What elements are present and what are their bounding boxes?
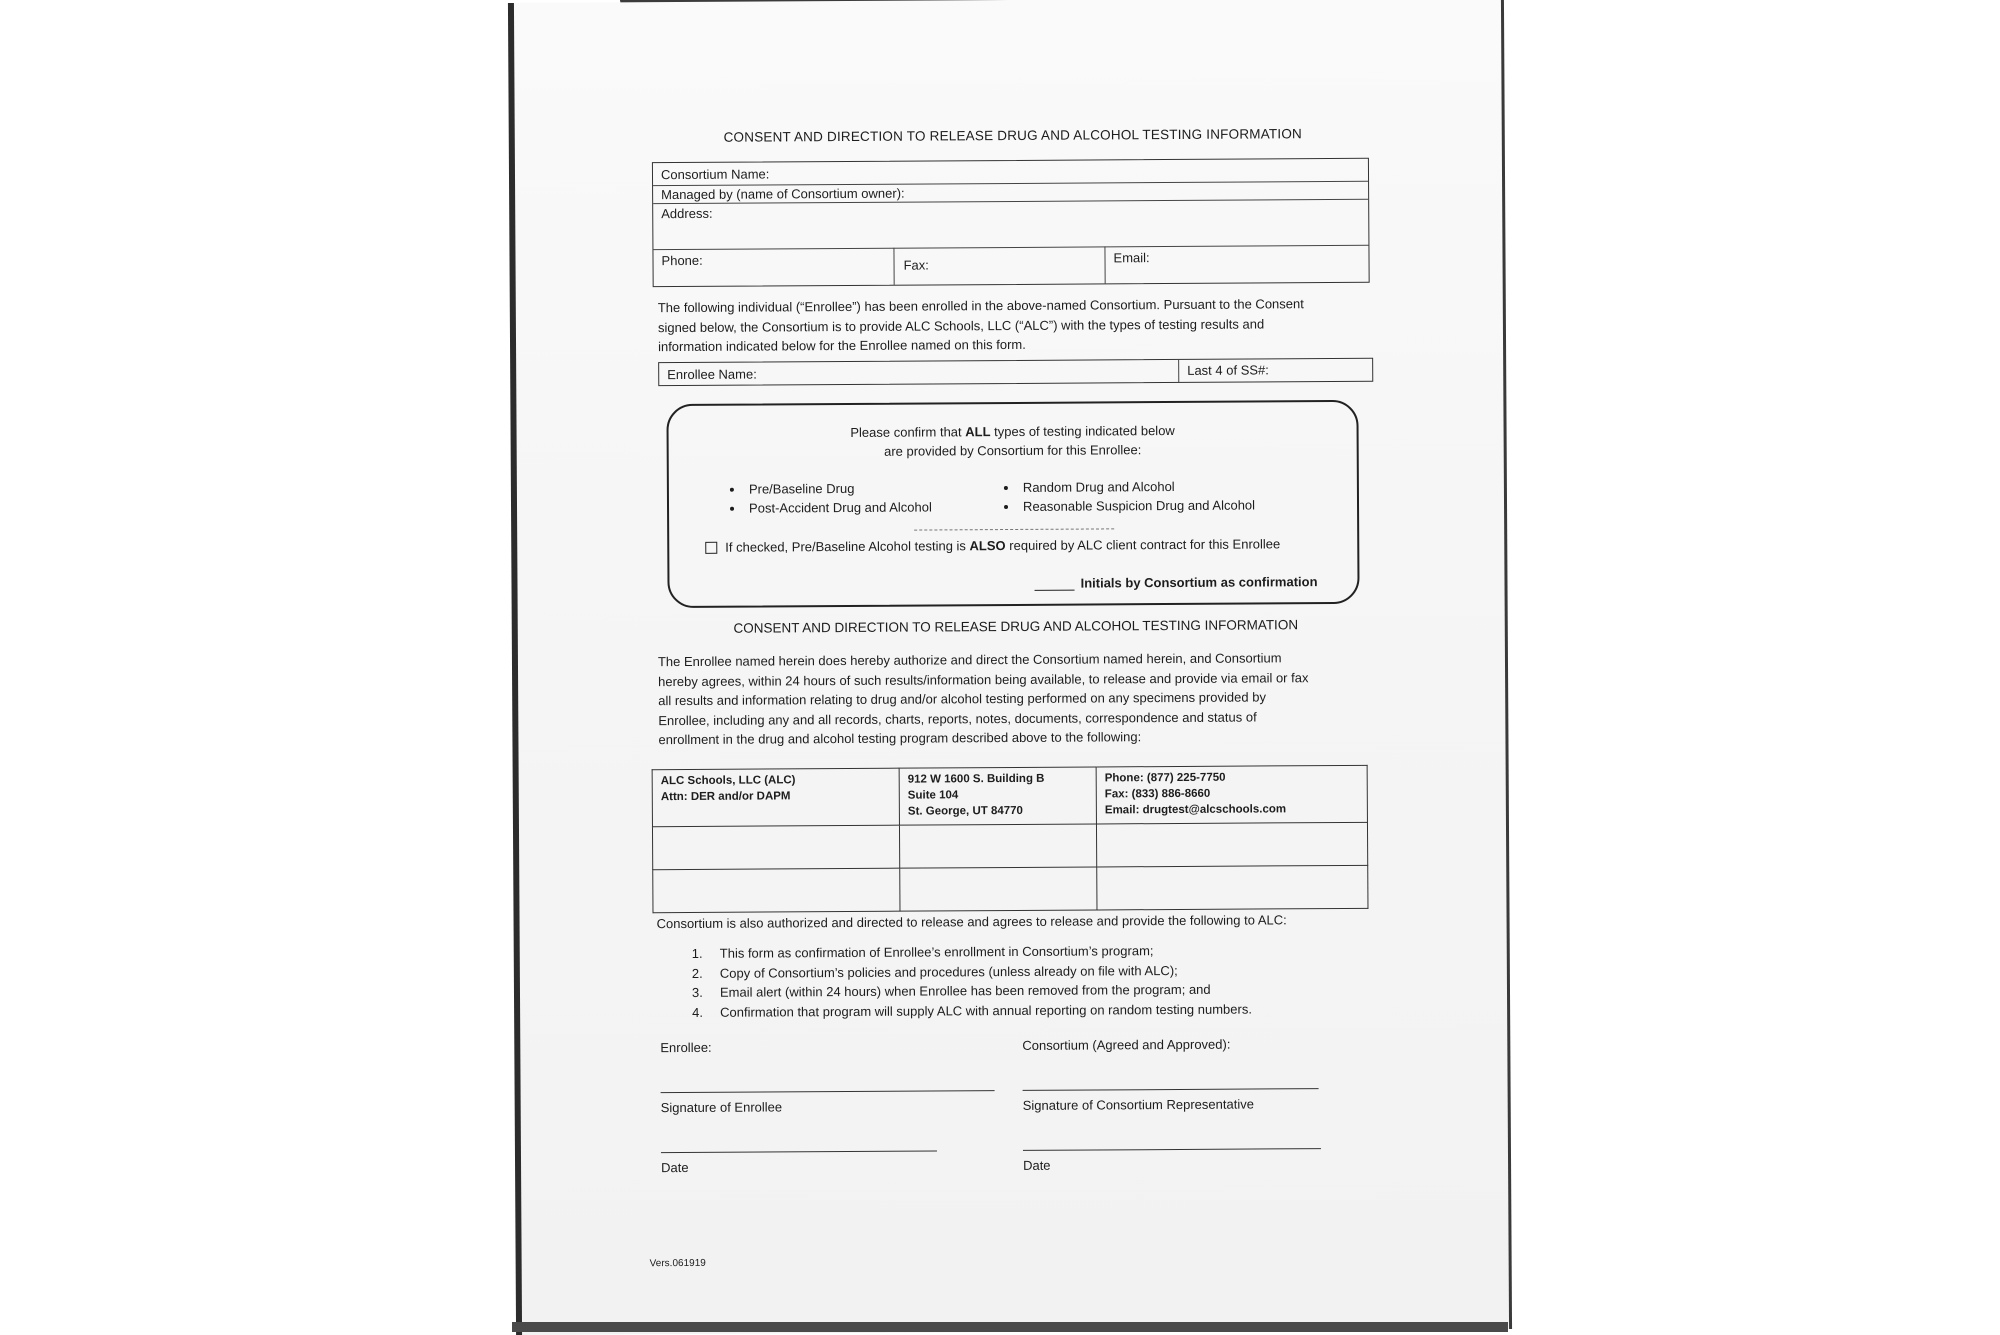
also-authorized-text: Consortium is also authorized and directed to release and agrees to release and provide the following to ALC:	[656, 912, 1287, 932]
page-title: CONSENT AND DIRECTION TO RELEASE DRUG AND ALCOHOL TESTING INFORMATION	[723, 126, 1303, 145]
intro-paragraph	[658, 294, 1378, 357]
list-item: 3. Email alert (within 24 hours) when Enrollee has been removed from the program; and	[691, 981, 1211, 1000]
enrollee-date-line[interactable]	[661, 1150, 937, 1153]
enrollee-signature-label: Signature of Enrollee	[660, 1099, 783, 1116]
testing-confirmation-box	[666, 400, 1359, 608]
address-label: Address:	[661, 205, 713, 222]
table-cell[interactable]	[652, 825, 899, 870]
authorization-paragraph	[658, 648, 1379, 750]
enrollee-signature-line[interactable]	[661, 1090, 995, 1093]
authorization-line: all results and information relating to drug and/or alcohol testing performed on any specimens provided by	[658, 689, 1266, 709]
recipient-contact-cell: Phone: (877) 225-7750 Fax: (833) 886-8660 Email: drugtest@alcschools.com	[1096, 765, 1367, 824]
table-cell[interactable]	[1096, 822, 1367, 867]
form-sheet	[514, 0, 1518, 1335]
bullet-list-right	[1001, 477, 1255, 517]
numbered-list	[692, 941, 1252, 1022]
ssn-label: Last 4 of SS#:	[1187, 362, 1269, 378]
table-row	[652, 765, 1367, 826]
alcohol-testing-checkbox[interactable]	[705, 541, 717, 553]
authorization-line: Enrollee, including any and all records, charts, reports, notes, documents, correspondence and status of	[658, 708, 1257, 728]
table-cell[interactable]	[1097, 865, 1368, 910]
enrollee-label: Enrollee:	[660, 1039, 712, 1056]
release-recipient-table	[652, 765, 1369, 913]
row-divider	[653, 181, 1368, 186]
list-item: • Pre/Baseline Drug	[745, 478, 932, 498]
intro-line: information indicated below for the Enrollee named on this form.	[657, 336, 1026, 355]
dashed-divider	[914, 528, 1114, 530]
enrollee-info-box	[658, 358, 1373, 386]
list-item: • Post-Accident Drug and Alcohol	[745, 497, 932, 517]
email-label: Email:	[1113, 250, 1150, 266]
consortium-info-box	[652, 158, 1370, 287]
authorization-line: The Enrollee named herein does hereby authorize and direct the Consortium named herein, and Consortium	[657, 650, 1282, 670]
col-divider	[1178, 360, 1179, 382]
confirmation-heading: Please confirm that ALL types of testing indicated below are provided by Consortium for this Enrollee:	[850, 422, 1175, 459]
alcohol-testing-option	[705, 536, 1280, 555]
col-divider	[893, 248, 894, 285]
table-row	[653, 865, 1368, 912]
consortium-date-line[interactable]	[1023, 1148, 1321, 1151]
list-item: • Reasonable Suspicion Drug and Alcohol	[1019, 496, 1255, 516]
phone-label: Phone:	[661, 252, 703, 269]
consortium-signature-label: Signature of Consortium Representative	[1022, 1096, 1254, 1113]
section-title: CONSENT AND DIRECTION TO RELEASE DRUG AND ALCOHOL TESTING INFORMATION	[733, 617, 1299, 636]
initials-blank[interactable]	[1035, 590, 1075, 591]
fax-label: Fax:	[903, 257, 929, 273]
list-item: 4. Confirmation that program will supply ALC with annual reporting on random testing numbers.	[692, 1001, 1252, 1020]
table-row	[652, 822, 1367, 869]
recipient-name-cell: ALC Schools, LLC (ALC) Attn: DER and/or DAPM	[652, 768, 899, 827]
paper-bottom-shadow	[512, 1322, 1508, 1332]
authorization-line: enrollment in the drug and alcohol testing program described above to the following:	[658, 729, 1142, 748]
version-label: Vers.061919	[649, 1257, 706, 1270]
table-cell[interactable]	[899, 824, 1096, 868]
table-cell[interactable]	[900, 867, 1097, 911]
initials-field	[1035, 574, 1318, 591]
managed-by-label: Managed by (name of Consortium owner):	[661, 185, 905, 203]
list-item: • Random Drug and Alcohol	[1019, 477, 1255, 497]
consortium-date-label: Date	[1023, 1157, 1051, 1173]
consortium-name-label: Consortium Name:	[660, 166, 770, 183]
intro-line: signed below, the Consortium is to provide ALC Schools, LLC (“ALC”) with the types of testing results and	[657, 315, 1265, 335]
initials-label: Initials by Consortium as confirmation	[1080, 574, 1318, 591]
table-cell[interactable]	[653, 868, 900, 913]
intro-line: The following individual (“Enrollee”) has been enrolled in the above-named Consortium. Pursuant to the Consent	[657, 296, 1304, 316]
consortium-signature-line[interactable]	[1023, 1088, 1319, 1091]
paper-sheet	[508, 0, 1512, 1335]
consortium-label: Consortium (Agreed and Approved):	[1022, 1036, 1231, 1053]
bullet-list-left	[727, 478, 932, 517]
col-divider	[1104, 246, 1105, 283]
recipient-address-cell: 912 W 1600 S. Building B Suite 104 St. George, UT 84770	[899, 767, 1096, 825]
checkbox-label: If checked, Pre/Baseline Alcohol testing is ALSO required by ALC client contract for this Enrollee	[725, 536, 1281, 555]
enrollee-date-label: Date	[661, 1159, 689, 1176]
list-item: 1. This form as confirmation of Enrollee’s enrollment in Consortium’s program;	[691, 943, 1154, 961]
list-item: 2. Copy of Consortium’s policies and procedures (unless already on file with ALC);	[691, 962, 1178, 981]
authorization-line: hereby agrees, within 24 hours of such results/information being available, to release and provide via email or fax	[658, 669, 1309, 689]
enrollee-name-label: Enrollee Name:	[667, 366, 757, 383]
row-divider	[653, 245, 1368, 250]
